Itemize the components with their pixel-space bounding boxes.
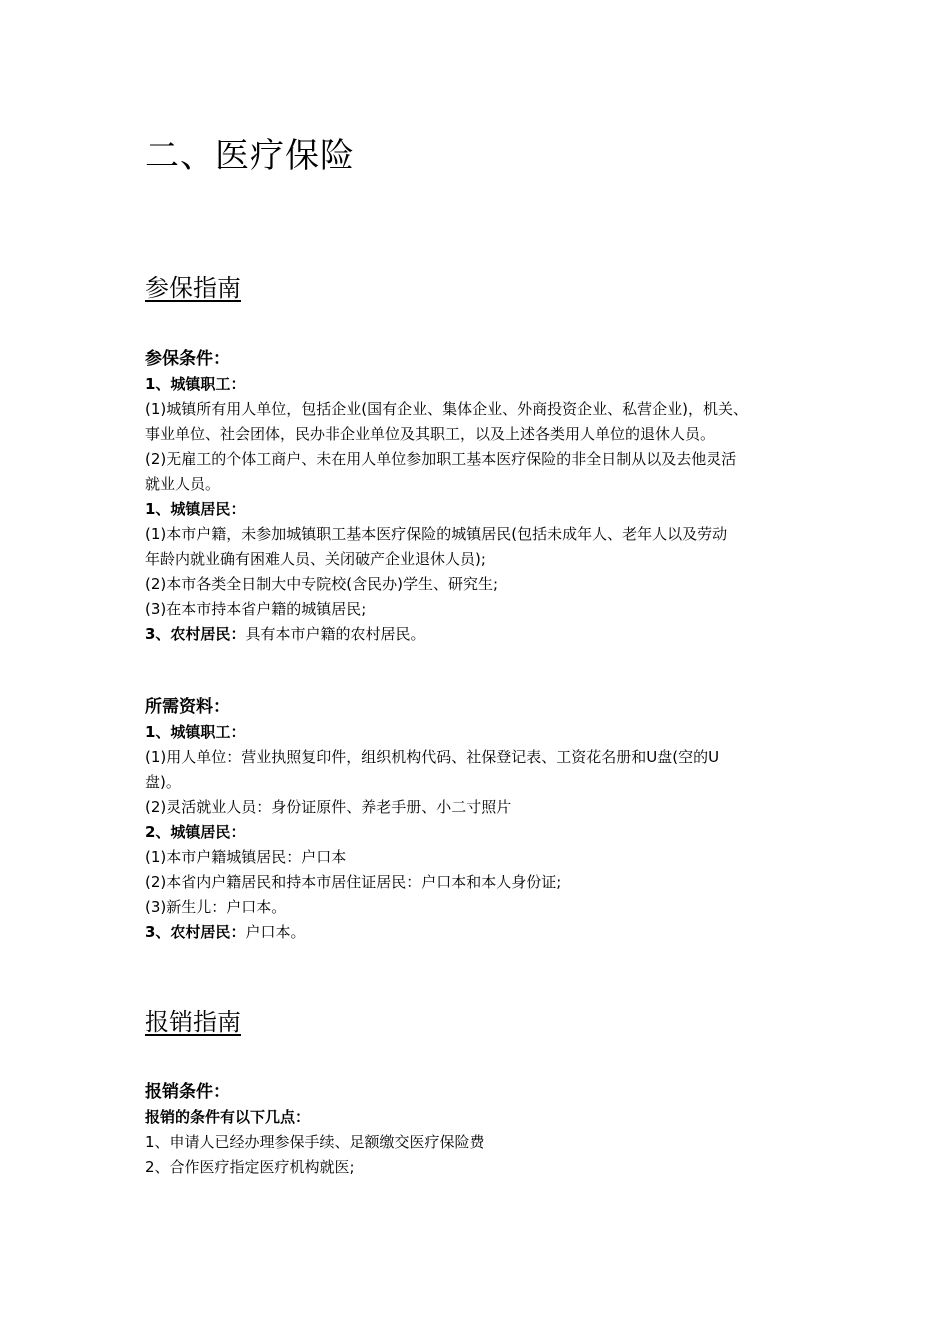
line-text: (2)无雇工的个体工商户、未在用人单位参加职工基本医疗保险的非全日制从以及去他灵活 bbox=[145, 450, 737, 468]
reimburse-conditions-lines bbox=[145, 1105, 815, 1180]
text-line bbox=[145, 547, 815, 572]
text-line bbox=[145, 1155, 815, 1180]
line-text: 具有本市户籍的农村居民。 bbox=[245, 625, 426, 643]
line-bold-lead: 3、农村居民： bbox=[145, 923, 246, 941]
line-text: (1)本市户籍城镇居民：户口本 bbox=[145, 848, 347, 866]
enroll-materials-label: 所需资料： bbox=[145, 697, 230, 717]
enroll-materials bbox=[145, 695, 815, 945]
line-text: 1、申请人已经办理参保手续、足额缴交医疗保险费 bbox=[145, 1133, 485, 1151]
line-bold-lead: 1、城镇职工： bbox=[145, 375, 246, 393]
text-line bbox=[145, 447, 815, 472]
line-text: (3)新生儿：户口本。 bbox=[145, 898, 287, 916]
line-text: (1)用人单位：营业执照复印件，组织机构代码、社保登记表、工资花名册和U盘(空的U bbox=[145, 748, 720, 766]
text-line bbox=[145, 895, 815, 920]
line-text: (2)本省内户籍居民和持本市居住证居民：户口本和本人身份证; bbox=[145, 873, 562, 891]
text-line bbox=[145, 1130, 815, 1155]
text-line bbox=[145, 720, 815, 745]
text-line bbox=[145, 472, 815, 497]
text-line bbox=[145, 770, 815, 795]
text-line bbox=[145, 372, 815, 397]
page-title: 二、医疗保险 bbox=[145, 136, 355, 176]
reimburse-conditions bbox=[145, 1080, 815, 1180]
enroll-conditions-lines bbox=[145, 372, 815, 647]
text-line bbox=[145, 795, 815, 820]
text-line bbox=[145, 422, 815, 447]
line-text: 事业单位、社会团体，民办非企业单位及其职工，以及上述各类用人单位的退休人员。 bbox=[145, 425, 716, 443]
line-text: 盘)。 bbox=[145, 773, 181, 791]
reimburse-conditions-label: 报销条件： bbox=[145, 1082, 230, 1102]
line-bold-lead: 1、城镇居民： bbox=[145, 500, 246, 518]
enroll-conditions-label: 参保条件： bbox=[145, 349, 230, 369]
line-bold-lead: 1、城镇职工： bbox=[145, 723, 246, 741]
line-text: (3)在本市持本省户籍的城镇居民; bbox=[145, 600, 367, 618]
text-line bbox=[145, 920, 815, 945]
line-text: (1)本市户籍，未参加城镇职工基本医疗保险的城镇居民(包括未成年人、老年人以及劳动 bbox=[145, 525, 728, 543]
line-bold-lead: 报销的条件有以下几点： bbox=[145, 1108, 311, 1126]
line-text: 2、合作医疗指定医疗机构就医; bbox=[145, 1158, 355, 1176]
line-bold-lead: 3、农村居民： bbox=[145, 625, 246, 643]
text-line bbox=[145, 745, 815, 770]
line-text: 就业人员。 bbox=[145, 475, 221, 493]
text-line bbox=[145, 1105, 815, 1130]
line-text: (1)城镇所有用人单位，包括企业(国有企业、集体企业、外商投资企业、私营企业)，机关、 bbox=[145, 400, 748, 418]
line-bold-lead: 2、城镇居民： bbox=[145, 823, 246, 841]
text-line bbox=[145, 522, 815, 547]
text-line bbox=[145, 597, 815, 622]
line-text: 户口本。 bbox=[245, 923, 306, 941]
line-text: (2)灵活就业人员：身份证原件、养老手册、小二寸照片 bbox=[145, 798, 512, 816]
section-heading-enroll: 参保指南 bbox=[145, 274, 241, 302]
text-line bbox=[145, 870, 815, 895]
line-text: (2)本市各类全日制大中专院校(含民办)学生、研究生; bbox=[145, 575, 499, 593]
text-line bbox=[145, 820, 815, 845]
enroll-materials-lines bbox=[145, 720, 815, 945]
enroll-conditions bbox=[145, 347, 815, 647]
line-text: 年龄内就业确有困难人员、关闭破产企业退休人员); bbox=[145, 550, 486, 568]
text-line bbox=[145, 622, 815, 647]
text-line bbox=[145, 572, 815, 597]
text-line bbox=[145, 497, 815, 522]
text-line bbox=[145, 845, 815, 870]
section-heading-reimburse: 报销指南 bbox=[145, 1008, 241, 1036]
text-line bbox=[145, 397, 815, 422]
